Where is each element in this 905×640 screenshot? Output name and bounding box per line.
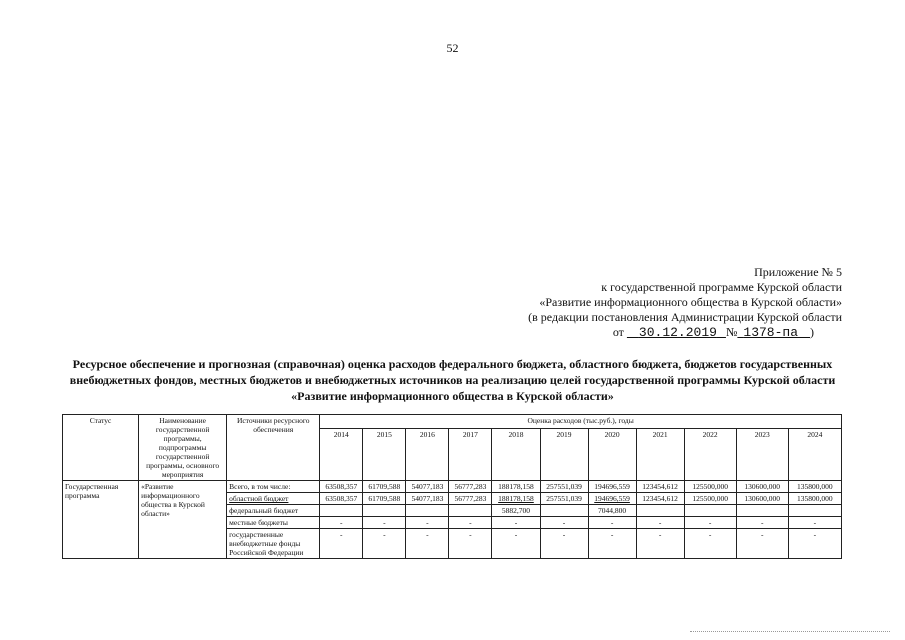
- value-cell: [684, 505, 736, 517]
- value-cell: [736, 505, 788, 517]
- value-cell: 7044,800: [588, 505, 636, 517]
- number-underline: [737, 325, 810, 339]
- appendix-line-2: к государственной программе Курской области: [601, 280, 842, 294]
- source-cell: государственные внебюджетные фонды Российской Федерации: [227, 529, 320, 559]
- value-cell: [363, 505, 406, 517]
- value-cell: 123454,612: [636, 481, 684, 493]
- header-sources: Источники ресурсного обеспечения: [227, 415, 320, 481]
- year-header: 2018: [492, 429, 540, 481]
- close-paren: ): [810, 325, 814, 339]
- value-cell: 130600,000: [736, 493, 788, 505]
- value-cell: 61709,588: [363, 493, 406, 505]
- value-cell: -: [788, 529, 841, 559]
- value-cell: 63508,357: [320, 493, 363, 505]
- value-cell: -: [406, 529, 449, 559]
- date-underline: [627, 325, 726, 339]
- date-prefix: от: [612, 325, 624, 339]
- value-cell: -: [320, 529, 363, 559]
- value-cell: [449, 505, 492, 517]
- appendix-line-4: (в редакции постановления Администрации Курской области: [528, 310, 842, 324]
- source-cell: Всего, в том числе:: [227, 481, 320, 493]
- value-cell: -: [588, 529, 636, 559]
- value-cell: 257551,039: [540, 481, 588, 493]
- value-cell: -: [406, 517, 449, 529]
- value-cell: 130600,000: [736, 481, 788, 493]
- value-cell: -: [588, 517, 636, 529]
- value-cell: 123454,612: [636, 493, 684, 505]
- value-cell: 135800,000: [788, 481, 841, 493]
- decree-date: 30.12.2019: [638, 325, 717, 340]
- header-status: Статус: [63, 415, 139, 481]
- source-cell: областной бюджет: [227, 493, 320, 505]
- value-cell: [406, 505, 449, 517]
- value-cell: -: [636, 517, 684, 529]
- year-header: 2014: [320, 429, 363, 481]
- value-cell: 54077,183: [406, 481, 449, 493]
- decree-number: 1378-па: [743, 325, 798, 340]
- value-cell: 5882,700: [492, 505, 540, 517]
- value-cell: -: [449, 529, 492, 559]
- value-cell: 257551,039: [540, 493, 588, 505]
- year-header: 2022: [684, 429, 736, 481]
- value-cell: 188178,158: [492, 481, 540, 493]
- year-header: 2020: [588, 429, 636, 481]
- value-cell: -: [492, 529, 540, 559]
- appendix-line-3: «Развитие информационного общества в Курской области»: [539, 295, 842, 309]
- year-header: 2016: [406, 429, 449, 481]
- value-cell: 194696,559: [588, 493, 636, 505]
- value-cell: -: [736, 517, 788, 529]
- value-cell: [636, 505, 684, 517]
- value-cell: [540, 505, 588, 517]
- program-name-cell: «Развитие информационного общества в Курской области»: [139, 481, 227, 559]
- value-cell: -: [684, 529, 736, 559]
- value-cell: 194696,559: [588, 481, 636, 493]
- year-header: 2015: [363, 429, 406, 481]
- value-cell: 125500,000: [684, 493, 736, 505]
- header-estimate: Оценка расходов (тыс.руб.), годы: [320, 415, 842, 429]
- footer-scan-line: [690, 631, 890, 633]
- value-cell: -: [320, 517, 363, 529]
- value-cell: -: [736, 529, 788, 559]
- value-cell: 125500,000: [684, 481, 736, 493]
- document-title: Ресурсное обеспечение и прогнозная (справочная) оценка расходов федерального бюджета, областного бюджета, бюджетов государственных внебюджетных фондов, местных бюджетов и внебюджетных источников на реализацию целей государственной программы Курской области «Развитие информационного общества в Курской области»: [69, 357, 836, 403]
- page-number: 52: [446, 41, 459, 55]
- value-cell: 61709,588: [363, 481, 406, 493]
- source-cell: местные бюджеты: [227, 517, 320, 529]
- value-cell: -: [636, 529, 684, 559]
- value-cell: -: [540, 517, 588, 529]
- value-cell: [788, 505, 841, 517]
- table-row-total: [63, 481, 842, 493]
- value-cell: -: [540, 529, 588, 559]
- value-cell: -: [788, 517, 841, 529]
- value-cell: -: [684, 517, 736, 529]
- year-header: 2017: [449, 429, 492, 481]
- source-cell: федеральный бюджет: [227, 505, 320, 517]
- header-row-1: [63, 415, 842, 429]
- resource-table: [62, 414, 842, 559]
- value-cell: -: [492, 517, 540, 529]
- value-cell: 188178,158: [492, 493, 540, 505]
- value-cell: [320, 505, 363, 517]
- value-cell: 56777,283: [449, 493, 492, 505]
- value-cell: -: [449, 517, 492, 529]
- value-cell: 54077,183: [406, 493, 449, 505]
- value-cell: 56777,283: [449, 481, 492, 493]
- year-header: 2021: [636, 429, 684, 481]
- appendix-line-1: Приложение № 5: [754, 265, 842, 279]
- year-header: 2024: [788, 429, 841, 481]
- header-name: Наименование государственной программы, подпрограммы государственной программы, основного мероприятия: [139, 415, 227, 481]
- value-cell: 135800,000: [788, 493, 841, 505]
- year-header: 2023: [736, 429, 788, 481]
- status-cell: Государственная программа: [63, 481, 139, 559]
- number-prefix: №: [725, 325, 738, 339]
- appendix-block: [470, 265, 842, 340]
- year-header: 2019: [540, 429, 588, 481]
- value-cell: -: [363, 529, 406, 559]
- value-cell: -: [363, 517, 406, 529]
- appendix-date-line: [470, 325, 842, 340]
- value-cell: 63508,357: [320, 481, 363, 493]
